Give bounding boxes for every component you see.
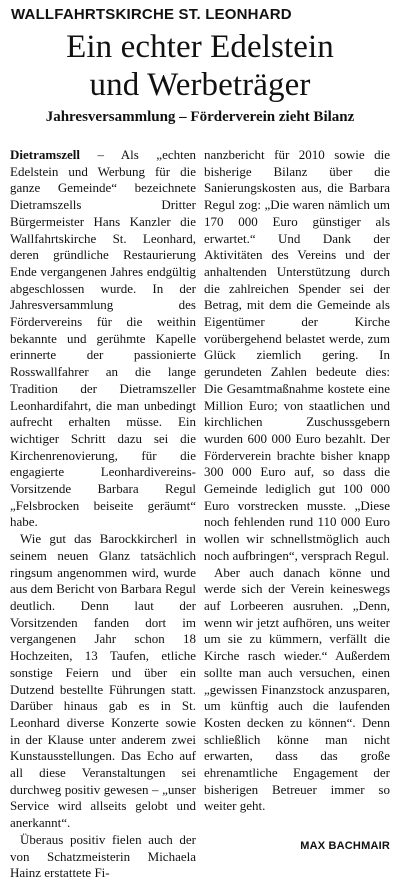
- paragraph: Überaus positiv fielen auch der von Schatzmeisterin Michaela Hainz erstattete Fi-: [10, 831, 196, 881]
- byline: MAX BACHMAIR: [300, 840, 390, 852]
- paragraph: [10, 147, 196, 531]
- paragraph: Aber auch danach könne und werde sich der Verein keineswegs auf Lorbeeren ausruhen. „Denn, wenn wir jetzt aufhören, uns weiter um sie zu kümmern, verfällt die Kirche rasch wieder.“ Außerdem sollte man auch versuchen, einen „gewissen Finanzstock anzusparen, um künftig auch die laufenden Kosten decken zu können“. Denn schließlich könne man nicht erwarten, dass das große ehrenamtliche Engagement der bisherigen Betreuer immer so weiter geht.: [204, 564, 390, 814]
- subheadline: Jahresversammlung – Förderverein zieht Bilanz: [45, 109, 355, 125]
- headline-line-2: und Werbeträger: [89, 67, 311, 103]
- column-left: [10, 147, 196, 881]
- headline: [8, 28, 392, 104]
- paragraph: nanzbericht für 2010 sowie die bisherige Bilanz über die Sanierungskosten aus, die Barbara Regul zog: „Die waren nämlich um 170 000 Euro günstiger als erwartet.“ Und Dank der Aktivitäten des Vereins und der anhaltenden Unterstützung durch die zahlreichen Spender sei der Betrag, mit dem die Gemeinde als Eigentümer der Kirche vorübergehend belastet werde, zum Glück ziemlich gering. In gerundeten Zahlen bedeute dies: Die Gesamtmaßnahme kostete eine Million Euro; von staatlichen und kirchlichen Zuschussgebern wurden 600 000 Euro bezahlt. Der Förderverein brachte bisher knapp 300 000 Euro auf, so dass die Gemeinde lediglich gut 100 000 Euro vorstrecken musste. „Diese noch fehlenden rund 110 000 Euro wollen wir schnellstmöglich auch noch aufbringen“, versprach Regul.: [204, 147, 390, 563]
- paragraph: Wie gut das Barockkircherl in seinem neuen Glanz tatsächlich ringsum angenommen wird, wurde aus dem Bericht von Barbara Regul deutlich. Denn laut der Vorsitzenden fanden dort im vergangenen Jahr schon 18 Hochzeiten, 13 Taufen, etliche sonstige Feiern und über ein Dutzend bestellte Führungen statt. Darüber hinaus gab es in St. Leonhard diverse Konzerte sowie in der Klause unter anderem zwei Kunstausstellungen. Das Echo auf all diese Veranstaltungen sei durchweg positiv gewesen – „unser Service wird allseits gelobt und anerkannt“.: [10, 531, 196, 831]
- column-right: [204, 147, 390, 837]
- headline-line-1: Ein echter Edelstein: [66, 29, 334, 65]
- kicker: WALLFAHRTSKIRCHE ST. LEONHARD: [11, 6, 292, 23]
- dateline: Dietramszell: [10, 147, 81, 162]
- paragraph-text: – Als „echten Edelstein und Werbung für die ganze Gemeinde“ bezeichnete Dietramszells Dritter Bürgermeister Hans Kanzler die Wallfahrtskirche St. Leonhard, deren gründliche Restaurierung Ende vergangenen Jahres endgültig abgeschlossen wurde. In der Jahresversammlung des Fördervereins für die weithin bekannte und gerühmte Kapelle erinnerte der passionierte Rosswallfahrer an die lange Tradition der Dietramszeller Leonhardifahrt, die man unbedingt aufrecht erhalten müsse. Ein wichtiger Schritt dazu sei die Kirchenrenovierung, für die engagierte Leonhardivereins-Vorsitzende Barbara Regul „Felsbrocken beiseite geräumt“ habe.: [10, 147, 196, 530]
